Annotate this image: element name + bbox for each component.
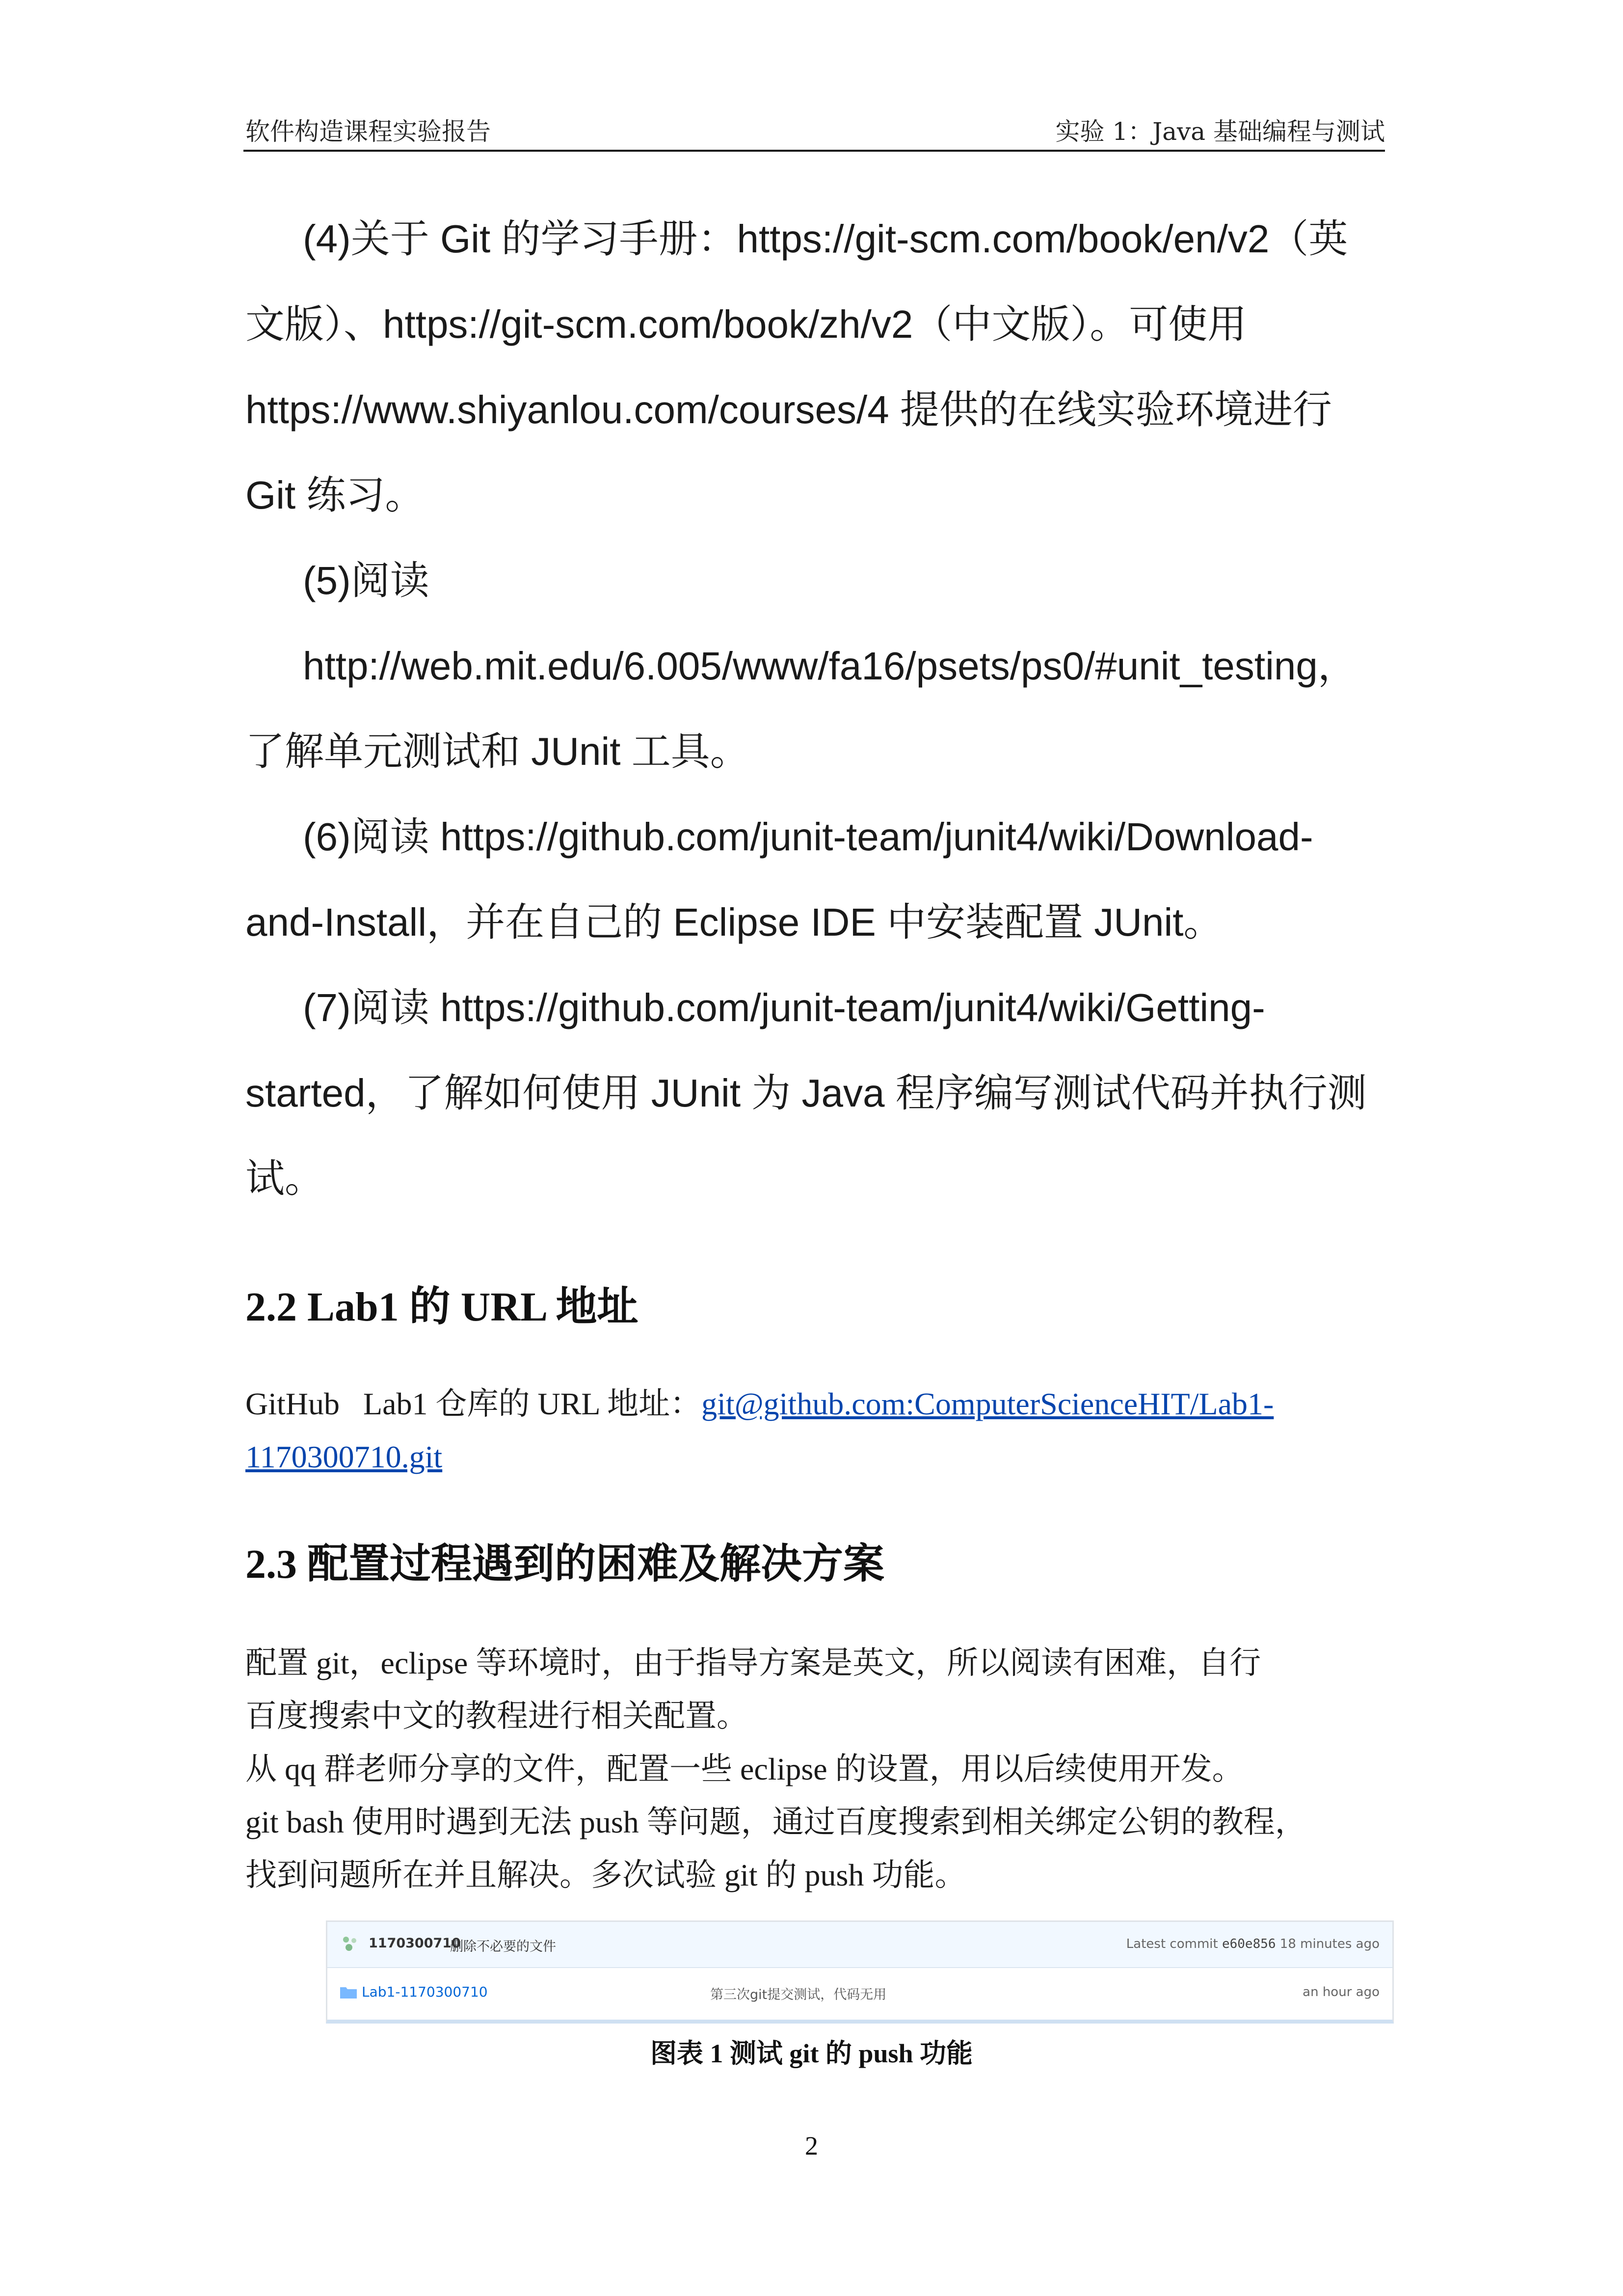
- difficulty-text-line: git bash 使用时遇到无法 push 等问题，通过百度搜索到相关绑定公钥的教程，: [245, 1805, 1306, 1839]
- latest-commit-label: Latest commit: [1126, 1937, 1218, 1951]
- repo-url-line-continued: [245, 1431, 1389, 1484]
- resource-item-7-line: started，了解如何使用 JUnit 为 Java 程序编写测试代码并执行测: [245, 1071, 1367, 1115]
- folder-icon: [340, 1986, 357, 1999]
- latest-commit-bar: [327, 1922, 1392, 1968]
- resource-item-5-line: (5)阅读: [303, 559, 429, 602]
- header-course-title: 软件构造课程实验报告: [245, 117, 491, 146]
- commit-age: 18 minutes ago: [1279, 1937, 1380, 1951]
- difficulty-text-line: 百度搜索中文的教程进行相关配置。: [245, 1699, 748, 1733]
- folder-age: an hour ago: [1303, 1985, 1380, 1999]
- commit-hash[interactable]: e60e856: [1222, 1937, 1276, 1951]
- commit-author[interactable]: 1170300710: [369, 1936, 461, 1951]
- header-divider: [243, 150, 1385, 152]
- repo-url-link[interactable]: git@github.com:ComputerScienceHIT/Lab1-: [701, 1386, 1274, 1421]
- file-list-row[interactable]: [327, 1968, 1392, 2017]
- resource-item-5-line: 了解单元测试和 JUnit 工具。: [245, 729, 749, 773]
- folder-commit-message[interactable]: 第三次git提交测试，代码无用: [710, 1987, 887, 2002]
- repo-url-label: GitHub Lab1 仓库的 URL 地址：: [245, 1386, 702, 1421]
- resource-item-7-line: (7)阅读 https://github.com/junit-team/junit4/wiki/Getting-: [303, 986, 1265, 1029]
- difficulty-text-line: 配置 git，eclipse 等环境时，由于指导方案是英文，所以阅读有困难，自行: [245, 1646, 1261, 1680]
- resource-item-7-line: 试。: [245, 1157, 324, 1200]
- resource-item-6-line: (6)阅读 https://github.com/junit-team/junit4/wiki/Download-: [303, 815, 1313, 859]
- figure-caption: 图表 1 测试 git 的 push 功能: [650, 2039, 973, 2068]
- github-commit-screenshot: [326, 1920, 1394, 2024]
- difficulty-text-line: 找到问题所在并且解决。多次试验 git 的 push 功能。: [245, 1858, 966, 1892]
- section-heading-2-2: 2.2 Lab1 的 URL 地址: [245, 1284, 639, 1330]
- header-lab-title: 实验 1：Java 基础编程与测试: [1055, 117, 1385, 146]
- commit-status-icon: [340, 1934, 360, 1953]
- repo-url-line: [245, 1378, 1389, 1431]
- page-number: 2: [805, 2131, 818, 2161]
- section-heading-2-3: 2.3 配置过程遇到的困难及解决方案: [245, 1541, 885, 1587]
- difficulty-text-line: 从 qq 群老师分享的文件，配置一些 eclipse 的设置，用以后续使用开发。: [245, 1752, 1244, 1786]
- resource-item-4-line: 文版）、https://git-scm.com/book/zh/v2（中文版）。可使用: [245, 302, 1247, 346]
- folder-name-link[interactable]: Lab1-1170300710: [362, 1984, 488, 2000]
- resource-item-4-line: (4)关于 Git 的学习手册：https://git-scm.com/book/en/v2（英: [303, 217, 1348, 261]
- resource-item-5-line: http://web.mit.edu/6.005/www/fa16/psets/ps0/#unit_testing，: [303, 644, 1357, 688]
- latest-commit-info: [1126, 1937, 1380, 1951]
- resource-item-6-line: and-Install，并在自己的 Eclipse IDE 中安装配置 JUnit。: [245, 900, 1223, 944]
- commit-message[interactable]: 删除不必要的文件: [450, 1939, 556, 1954]
- resource-item-4-line: Git 练习。: [245, 473, 425, 517]
- resource-item-4-line: https://www.shiyanlou.com/courses/4 提供的在线实验环境进行: [245, 388, 1332, 432]
- repo-url-link-continued[interactable]: 1170300710.git: [245, 1439, 443, 1474]
